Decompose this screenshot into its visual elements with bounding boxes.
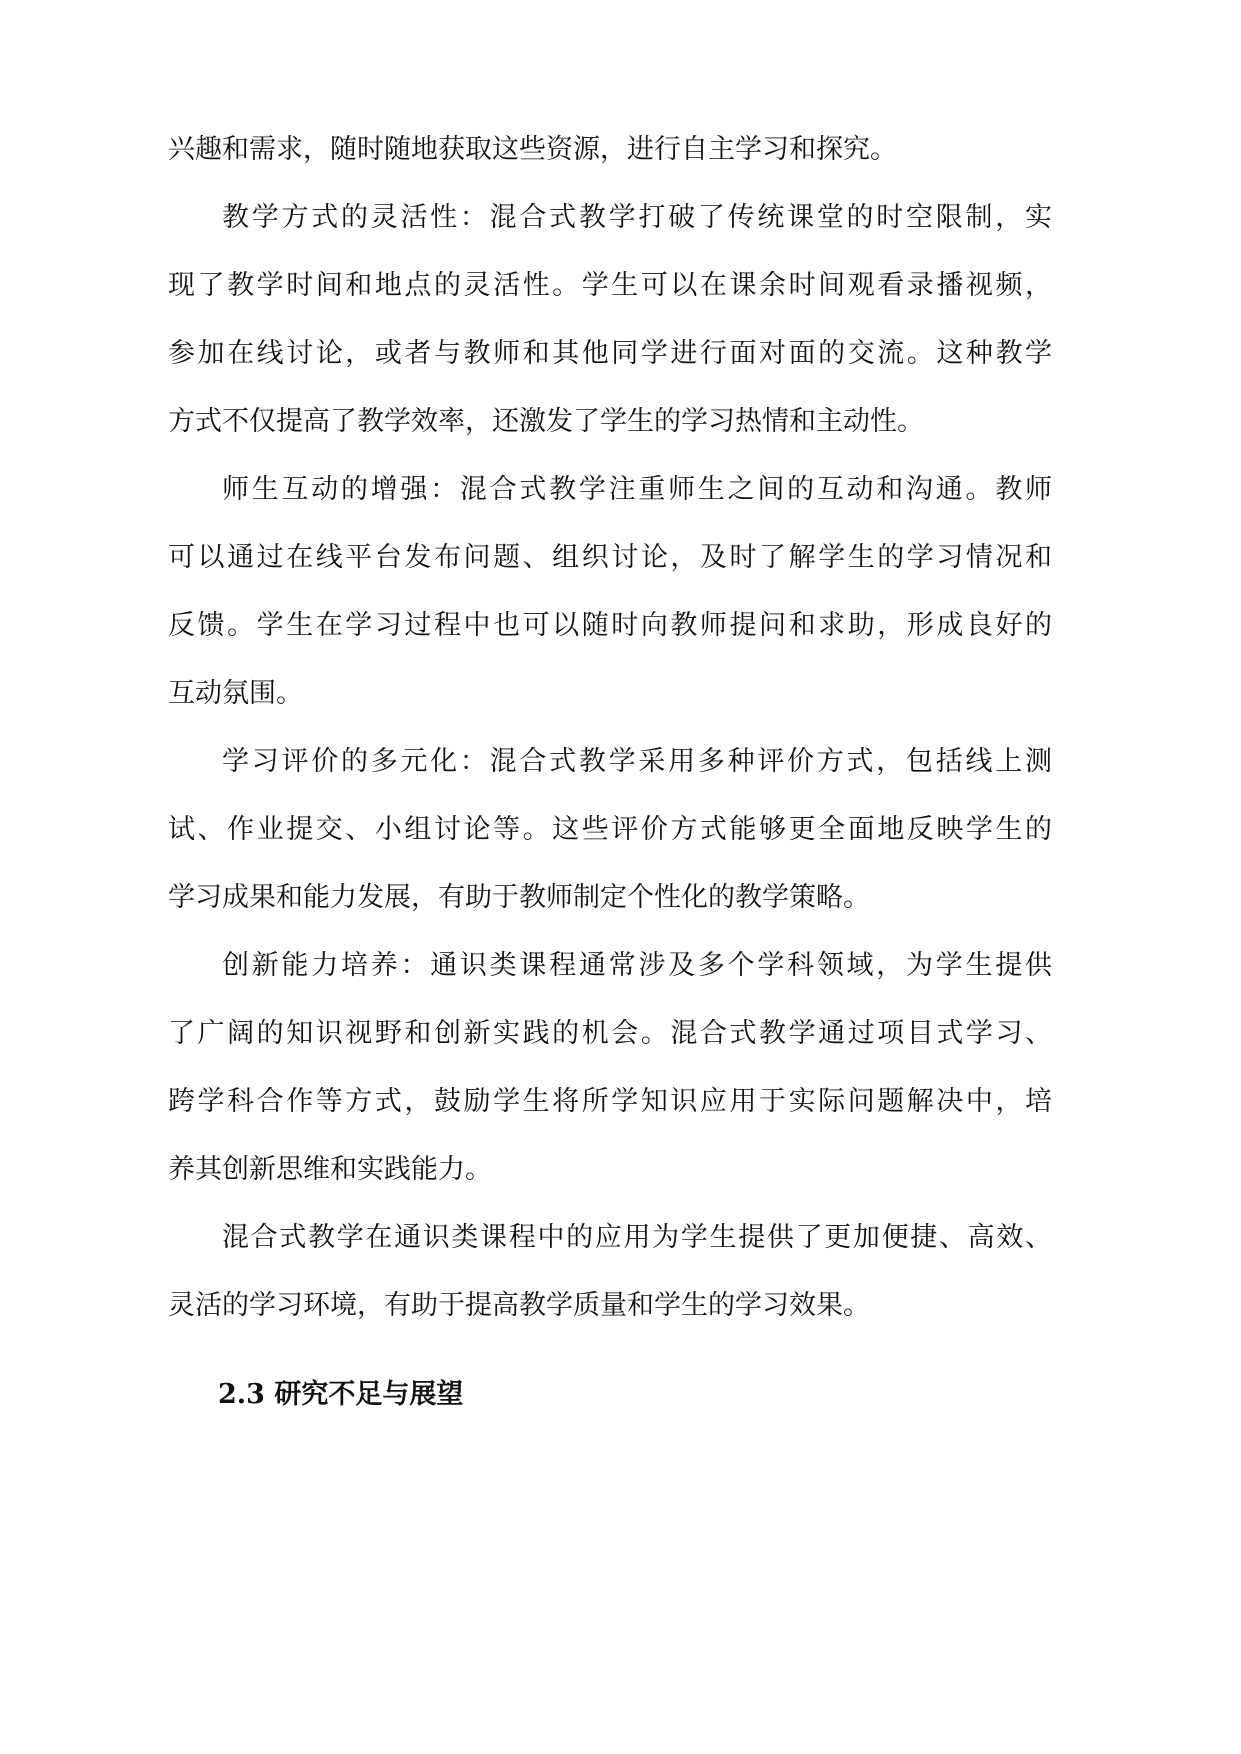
- text-line: 方式不仅提高了教学效率，还激发了学生的学习热情和主动性。: [168, 406, 924, 437]
- text-line: 互动氛围。: [168, 678, 303, 709]
- text-line: 可以通过在线平台发布问题、组织讨论，及时了解学生的学习情况和: [168, 542, 1052, 573]
- section-heading: 2.3 研究不足与展望: [218, 1379, 464, 1410]
- text-line: 师生互动的增强：混合式教学注重师生之间的互动和沟通。教师: [222, 474, 1052, 505]
- text-line: 学习成果和能力发展，有助于教师制定个性化的教学策略。: [168, 882, 870, 913]
- paragraph-teaching-flexibility: [168, 184, 1052, 456]
- text-line: 创新能力培养：通识类课程通常涉及多个学科领域，为学生提供: [222, 950, 1052, 981]
- paragraph-evaluation-diversity: [168, 728, 1052, 932]
- text-line: 参加在线讨论，或者与教师和其他同学进行面对面的交流。这种教学: [168, 338, 1052, 369]
- text-line: 反馈。学生在学习过程中也可以随时向教师提问和求助，形成良好的: [168, 610, 1052, 641]
- text-line: 灵活的学习环境，有助于提高教学质量和学生的学习效果。: [168, 1290, 870, 1321]
- text-line: 跨学科合作等方式，鼓励学生将所学知识应用于实际问题解决中，培: [168, 1086, 1052, 1117]
- text-line: 教学方式的灵活性：混合式教学打破了传统课堂的时空限制，实: [222, 202, 1052, 233]
- paragraph-continuation: [168, 116, 1052, 184]
- paragraph-innovation-ability: [168, 932, 1052, 1204]
- paragraph-summary: [168, 1204, 1052, 1340]
- text-line: 混合式教学在通识类课程中的应用为学生提供了更加便捷、高效、: [222, 1222, 1052, 1253]
- paragraph-teacher-student-interaction: [168, 456, 1052, 728]
- text-line: 学习评价的多元化：混合式教学采用多种评价方式，包括线上测: [222, 746, 1052, 777]
- text-line: 兴趣和需求，随时随地获取这些资源，进行自主学习和探究。: [168, 134, 897, 165]
- document-body: [168, 116, 1052, 1429]
- text-line: 试、作业提交、小组讨论等。这些评价方式能够更全面地反映学生的: [168, 814, 1052, 845]
- text-line: 现了教学时间和地点的灵活性。学生可以在课余时间观看录播视频，: [168, 270, 1052, 301]
- text-line: 了广阔的知识视野和创新实践的机会。混合式教学通过项目式学习、: [168, 1018, 1052, 1049]
- text-line: 养其创新思维和实践能力。: [168, 1154, 492, 1185]
